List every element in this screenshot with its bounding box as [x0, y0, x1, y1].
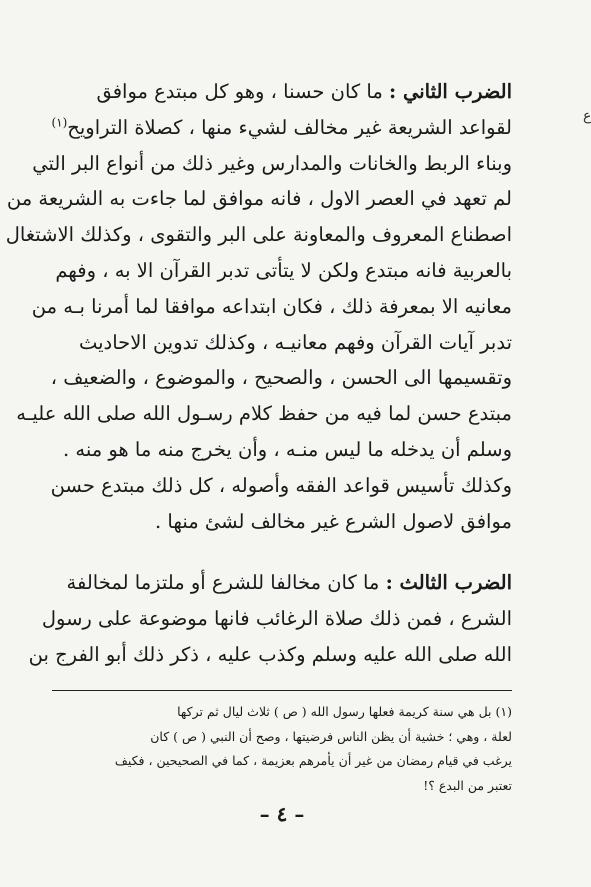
document-page	[5, 60, 512, 860]
section-heading-third: الضرب الثالث :	[385, 571, 512, 594]
paragraph-line: الشرع ، فمن ذلك صلاة الرغائب فانها موضوعة على رسول	[41, 606, 512, 630]
page-number: – ٤ –	[259, 802, 305, 826]
paragraph-second-type	[5, 74, 512, 539]
paragraph-line: اصطناع المعروف والمعاونة على البر والتقوى ، وكذلك الاشتغال	[5, 223, 512, 247]
footnote	[52, 700, 512, 798]
section-heading-second: الضرب الثاني :	[388, 80, 512, 103]
paragraph-line: معانيه الا بمعرفة ذلك ، فكان ابتداعه موافقا لما أمرنا بـه من	[31, 294, 512, 318]
footnote-ref: (١)	[51, 115, 68, 130]
paragraph-line: مبتدع حسن لما فيه من حفظ كلام رسـول الله صلى الله عليـه	[16, 402, 512, 426]
paragraph-line: وكذلك تأسيس قواعد الفقه وأصوله ، كل ذلك مبتدع حسن	[50, 473, 512, 497]
paragraph-line: وتقسيمها الى الحسن ، والصحيح ، والموضوع ، والضعيف ،	[50, 366, 512, 390]
footnote-line: يرغب في قيام رمضان من غير أن يأمرهم بعزيمة ، كما في الصحيحين ، فكيف	[114, 753, 512, 768]
paragraph-line: لم تعهد في العصر الاول ، فانه موافق لما جاءت به الشريعة من	[6, 187, 512, 211]
paragraph-line: موافق لاصول الشرع غير مخالف لشئ منها .	[155, 509, 512, 533]
paragraph-line: لقواعد الشريعة غير مخالف لشيء منها ، كصلاة التراويح$^{(١)}$	[51, 115, 512, 139]
margin-mark: ع	[583, 108, 591, 124]
paragraph-line: الله صلى الله عليه وسلم وكذب عليه ، ذكر ذلك أبو الفرج بن	[28, 642, 512, 666]
paragraph-line: تدبر آيات القرآن وفهم معانيـه ، وكذلك تدوين الاحاديث	[78, 330, 512, 354]
paragraph-line: وسلم أن يدخله ما ليس منـه ، وأن يخرج منه ما هو منه .	[62, 437, 512, 461]
paragraph-line: بالعربية فانه مبتدع ولكن لا يتأتى تدبر القرآن الا به ، وفهم	[55, 258, 512, 282]
footnote-line: (١) بل هي سنة كريمة فعلها رسول الله ( ص ) ثلاث ليال ثم تركها	[177, 704, 512, 719]
footnote-divider	[52, 690, 512, 691]
paragraph-line: الضرب الثالث : ما كان مخالفا للشرع أو ملتزما لمخالفة	[66, 571, 512, 594]
paragraph-line: وبناء الربط والخانات والمدارس وغير ذلك من أنواع البر التي	[32, 151, 512, 175]
footnote-line: لعلة ، وهي ؛ خشية أن يظن الناس فرضيتها ، وصح أن النبي ( ص ) كان	[150, 728, 512, 744]
paragraph-line: الضرب الثاني : ما كان حسنا ، وهو كل مبتدع موافق	[96, 80, 512, 103]
paragraph-third-type	[28, 565, 512, 672]
footnote-line: تعتبر من البدع ؟!	[423, 777, 512, 793]
